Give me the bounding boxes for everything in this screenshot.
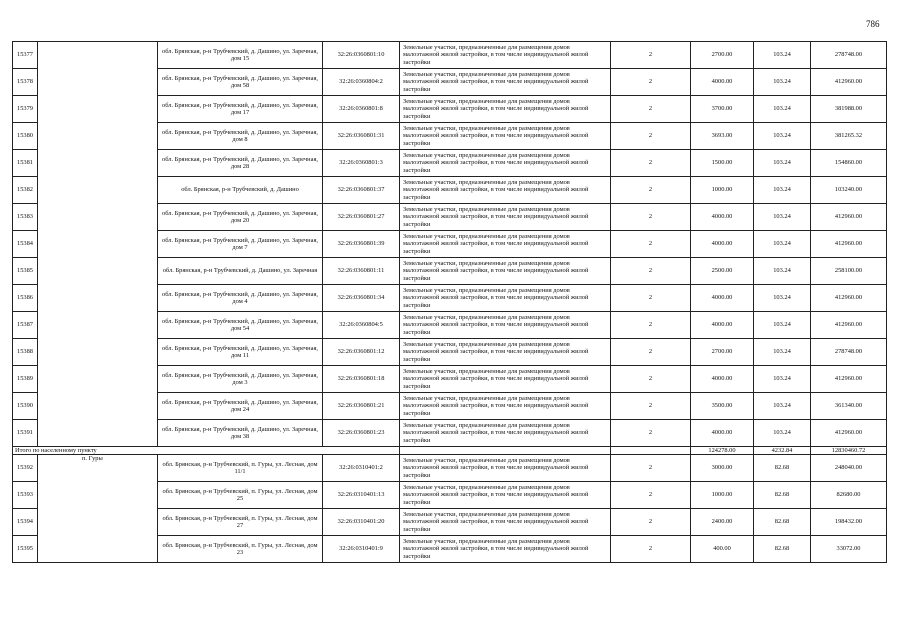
cadastral-value: 381265.32 <box>811 123 887 150</box>
record-number: 15381 <box>13 150 38 177</box>
total-value: 12830460.72 <box>811 447 887 455</box>
area: 4000.00 <box>691 366 754 393</box>
cadastral-number: 32:26:0310401:13 <box>323 482 400 509</box>
address: обл. Брянская, р-н Трубчевский, д. Дашино, ул. Заречная, дом 7 <box>158 231 323 258</box>
specific-value: 103.24 <box>754 231 811 258</box>
record-number: 15387 <box>13 312 38 339</box>
category: 2 <box>611 258 691 285</box>
category: 2 <box>611 509 691 536</box>
specific-value: 82.68 <box>754 536 811 563</box>
record-number: 15377 <box>13 42 38 69</box>
table-body-dashino <box>13 42 887 447</box>
area: 2700.00 <box>691 42 754 69</box>
cadastral-number: 32:26:0360801:37 <box>323 177 400 204</box>
permitted-use: Земельные участки, предназначенные для размещения домов малоэтажной жилой застройки, в том числе индивидуальной жилой застройки <box>400 393 611 420</box>
address: обл. Брянская, р-н Трубчевский, д. Дашино, ул. Заречная, дом 11 <box>158 339 323 366</box>
address: обл. Брянская, р-н Трубчевский, д. Дашино, ул. Заречная, дом 8 <box>158 123 323 150</box>
record-number: 15382 <box>13 177 38 204</box>
specific-value: 103.24 <box>754 204 811 231</box>
cadastral-value: 258100.00 <box>811 258 887 285</box>
specific-value: 103.24 <box>754 177 811 204</box>
address: обл. Брянская, р-н Трубчевский, д. Дашино, ул. Заречная, дом 58 <box>158 69 323 96</box>
cadastral-number: 32:26:0360804:5 <box>323 312 400 339</box>
permitted-use: Земельные участки, предназначенные для размещения домов малоэтажной жилой застройки, в том числе индивидуальной жилой застройки <box>400 339 611 366</box>
area: 3700.00 <box>691 96 754 123</box>
permitted-use: Земельные участки, предназначенные для размещения домов малоэтажной жилой застройки, в том числе индивидуальной жилой застройки <box>400 455 611 482</box>
category: 2 <box>611 150 691 177</box>
record-number: 15393 <box>13 482 38 509</box>
cadastral-value: 412960.00 <box>811 69 887 96</box>
cadastral-value: 278748.00 <box>811 339 887 366</box>
total-rate: 4232.84 <box>754 447 811 455</box>
category: 2 <box>611 536 691 563</box>
address: обл. Брянская, р-н Трубчевский, п. Гуры, ул. Лесная, дом 23 <box>158 536 323 563</box>
cadastral-value: 278748.00 <box>811 42 887 69</box>
cadastral-number: 32:26:0360801:39 <box>323 231 400 258</box>
record-number: 15378 <box>13 69 38 96</box>
record-number: 15392 <box>13 455 38 482</box>
area: 4000.00 <box>691 204 754 231</box>
address: обл. Брянская, р-н Трубчевский, д. Дашино, ул. Заречная, дом 54 <box>158 312 323 339</box>
table-total-section <box>13 447 887 455</box>
address: обл. Брянская, р-н Трубчевский, д. Дашино <box>158 177 323 204</box>
cadastral-number: 32:26:0360801:11 <box>323 258 400 285</box>
cadastral-number: 32:26:0360801:3 <box>323 150 400 177</box>
permitted-use: Земельные участки, предназначенные для размещения домов малоэтажной жилой застройки, в том числе индивидуальной жилой застройки <box>400 536 611 563</box>
address: обл. Брянская, р-н Трубчевский, д. Дашино, ул. Заречная, дом 17 <box>158 96 323 123</box>
cadastral-value: 82680.00 <box>811 482 887 509</box>
area: 3000.00 <box>691 455 754 482</box>
cadastral-value: 103240.00 <box>811 177 887 204</box>
area: 4000.00 <box>691 285 754 312</box>
area: 4000.00 <box>691 69 754 96</box>
area: 2400.00 <box>691 509 754 536</box>
specific-value: 103.24 <box>754 420 811 447</box>
address: обл. Брянская, р-н Трубчевский, д. Дашино, ул. Заречная, дом 38 <box>158 420 323 447</box>
area: 2500.00 <box>691 258 754 285</box>
cadastral-value: 412960.00 <box>811 204 887 231</box>
cadastral-number: 32:26:0360801:31 <box>323 123 400 150</box>
record-number: 15384 <box>13 231 38 258</box>
address: обл. Брянская, р-н Трубчевский, п. Гуры, ул. Лесная, дом 27 <box>158 509 323 536</box>
area: 1000.00 <box>691 482 754 509</box>
address: обл. Брянская, р-н Трубчевский, д. Дашино, ул. Заречная, дом 4 <box>158 285 323 312</box>
category: 2 <box>611 231 691 258</box>
cadastral-number: 32:26:0360804:2 <box>323 69 400 96</box>
cadastral-value: 154860.00 <box>811 150 887 177</box>
address: обл. Брянская, р-н Трубчевский, п. Гуры, ул. Лесная, дом 11/1 <box>158 455 323 482</box>
area: 1500.00 <box>691 150 754 177</box>
category: 2 <box>611 123 691 150</box>
area: 2700.00 <box>691 339 754 366</box>
record-number: 15385 <box>13 258 38 285</box>
address: обл. Брянская, р-н Трубчевский, д. Дашино, ул. Заречная, дом 28 <box>158 150 323 177</box>
address: обл. Брянская, р-н Трубчевский, д. Дашино, ул. Заречная <box>158 258 323 285</box>
record-number: 15379 <box>13 96 38 123</box>
cadastral-number: 32:26:0360801:23 <box>323 420 400 447</box>
category: 2 <box>611 482 691 509</box>
table-row <box>13 42 887 69</box>
record-number: 15389 <box>13 366 38 393</box>
record-number: 15395 <box>13 536 38 563</box>
settlement-cell <box>38 42 158 447</box>
permitted-use: Земельные участки, предназначенные для размещения домов малоэтажной жилой застройки, в том числе индивидуальной жилой застройки <box>400 204 611 231</box>
cadastral-number: 32:26:0360801:8 <box>323 96 400 123</box>
cadastral-value: 412960.00 <box>811 312 887 339</box>
total-spacer <box>400 447 611 455</box>
permitted-use: Земельные участки, предназначенные для размещения домов малоэтажной жилой застройки, в том числе индивидуальной жилой застройки <box>400 96 611 123</box>
specific-value: 103.24 <box>754 339 811 366</box>
page-number: 786 <box>866 19 880 29</box>
specific-value: 103.24 <box>754 123 811 150</box>
record-number: 15380 <box>13 123 38 150</box>
category: 2 <box>611 177 691 204</box>
specific-value: 82.68 <box>754 482 811 509</box>
record-number: 15391 <box>13 420 38 447</box>
permitted-use: Земельные участки, предназначенные для размещения домов малоэтажной жилой застройки, в том числе индивидуальной жилой застройки <box>400 285 611 312</box>
record-number: 15390 <box>13 393 38 420</box>
specific-value: 103.24 <box>754 258 811 285</box>
cadastral-value: 361340.00 <box>811 393 887 420</box>
cadastral-value: 412960.00 <box>811 366 887 393</box>
permitted-use: Земельные участки, предназначенные для размещения домов малоэтажной жилой застройки, в том числе индивидуальной жилой застройки <box>400 258 611 285</box>
permitted-use: Земельные участки, предназначенные для размещения домов малоэтажной жилой застройки, в том числе индивидуальной жилой застройки <box>400 420 611 447</box>
permitted-use: Земельные участки, предназначенные для размещения домов малоэтажной жилой застройки, в том числе индивидуальной жилой застройки <box>400 69 611 96</box>
area: 1000.00 <box>691 177 754 204</box>
cadastral-number: 32:26:0360801:18 <box>323 366 400 393</box>
category: 2 <box>611 339 691 366</box>
cadastral-value: 381988.00 <box>811 96 887 123</box>
cadastral-value: 248040.00 <box>811 455 887 482</box>
cadastral-number: 32:26:0310401:20 <box>323 509 400 536</box>
cadastral-value-table <box>12 41 887 563</box>
area: 4000.00 <box>691 420 754 447</box>
cadastral-number: 32:26:0310401:9 <box>323 536 400 563</box>
table-body-gury <box>13 455 887 563</box>
area: 4000.00 <box>691 231 754 258</box>
area: 3500.00 <box>691 393 754 420</box>
specific-value: 103.24 <box>754 96 811 123</box>
category: 2 <box>611 393 691 420</box>
table-row <box>13 455 887 482</box>
category: 2 <box>611 455 691 482</box>
cadastral-number: 32:26:0360801:21 <box>323 393 400 420</box>
category: 2 <box>611 285 691 312</box>
specific-value: 103.24 <box>754 69 811 96</box>
permitted-use: Земельные участки, предназначенные для размещения домов малоэтажной жилой застройки, в том числе индивидуальной жилой застройки <box>400 123 611 150</box>
specific-value: 82.68 <box>754 455 811 482</box>
permitted-use: Земельные участки, предназначенные для размещения домов малоэтажной жилой застройки, в том числе индивидуальной жилой застройки <box>400 509 611 536</box>
cadastral-value: 412960.00 <box>811 231 887 258</box>
category: 2 <box>611 366 691 393</box>
cadastral-value: 412960.00 <box>811 420 887 447</box>
settlement-total-row <box>13 447 887 455</box>
category: 2 <box>611 42 691 69</box>
permitted-use: Земельные участки, предназначенные для размещения домов малоэтажной жилой застройки, в том числе индивидуальной жилой застройки <box>400 150 611 177</box>
permitted-use: Земельные участки, предназначенные для размещения домов малоэтажной жилой застройки, в том числе индивидуальной жилой застройки <box>400 366 611 393</box>
settlement-name-cell: п. Гуры <box>38 455 158 563</box>
cadastral-number: 32:26:0360801:34 <box>323 285 400 312</box>
category: 2 <box>611 420 691 447</box>
cadastral-number: 32:26:0360801:27 <box>323 204 400 231</box>
permitted-use: Земельные участки, предназначенные для размещения домов малоэтажной жилой застройки, в том числе индивидуальной жилой застройки <box>400 312 611 339</box>
specific-value: 103.24 <box>754 150 811 177</box>
cadastral-value: 198432.00 <box>811 509 887 536</box>
address: обл. Брянская, р-н Трубчевский, д. Дашино, ул. Заречная, дом 3 <box>158 366 323 393</box>
category: 2 <box>611 312 691 339</box>
category: 2 <box>611 204 691 231</box>
permitted-use: Земельные участки, предназначенные для размещения домов малоэтажной жилой застройки, в том числе индивидуальной жилой застройки <box>400 42 611 69</box>
address: обл. Брянская, р-н Трубчевский, д. Дашино, ул. Заречная, дом 15 <box>158 42 323 69</box>
area: 4000.00 <box>691 312 754 339</box>
record-number: 15383 <box>13 204 38 231</box>
cadastral-value: 33072.00 <box>811 536 887 563</box>
specific-value: 103.24 <box>754 366 811 393</box>
total-category-spacer <box>611 447 691 455</box>
total-label: Итого по населенному пункту <box>13 447 400 455</box>
specific-value: 103.24 <box>754 312 811 339</box>
area: 3693.00 <box>691 123 754 150</box>
cadastral-number: 32:26:0360801:12 <box>323 339 400 366</box>
address: обл. Брянская, р-н Трубчевский, д. Дашино, ул. Заречная, дом 24 <box>158 393 323 420</box>
record-number: 15388 <box>13 339 38 366</box>
address: обл. Брянская, р-н Трубчевский, д. Дашино, ул. Заречная, дом 20 <box>158 204 323 231</box>
permitted-use: Земельные участки, предназначенные для размещения домов малоэтажной жилой застройки, в том числе индивидуальной жилой застройки <box>400 231 611 258</box>
specific-value: 82.68 <box>754 509 811 536</box>
permitted-use: Земельные участки, предназначенные для размещения домов малоэтажной жилой застройки, в том числе индивидуальной жилой застройки <box>400 482 611 509</box>
cadastral-number: 32:26:0360801:10 <box>323 42 400 69</box>
permitted-use: Земельные участки, предназначенные для размещения домов малоэтажной жилой застройки, в том числе индивидуальной жилой застройки <box>400 177 611 204</box>
cadastral-number: 32:26:0310401:2 <box>323 455 400 482</box>
address: обл. Брянская, р-н Трубчевский, п. Гуры, ул. Лесная, дом 25 <box>158 482 323 509</box>
record-number: 15394 <box>13 509 38 536</box>
total-area: 124278.00 <box>691 447 754 455</box>
specific-value: 103.24 <box>754 393 811 420</box>
record-number: 15386 <box>13 285 38 312</box>
category: 2 <box>611 96 691 123</box>
specific-value: 103.24 <box>754 42 811 69</box>
cadastral-value: 412960.00 <box>811 285 887 312</box>
area: 400.00 <box>691 536 754 563</box>
specific-value: 103.24 <box>754 285 811 312</box>
category: 2 <box>611 69 691 96</box>
